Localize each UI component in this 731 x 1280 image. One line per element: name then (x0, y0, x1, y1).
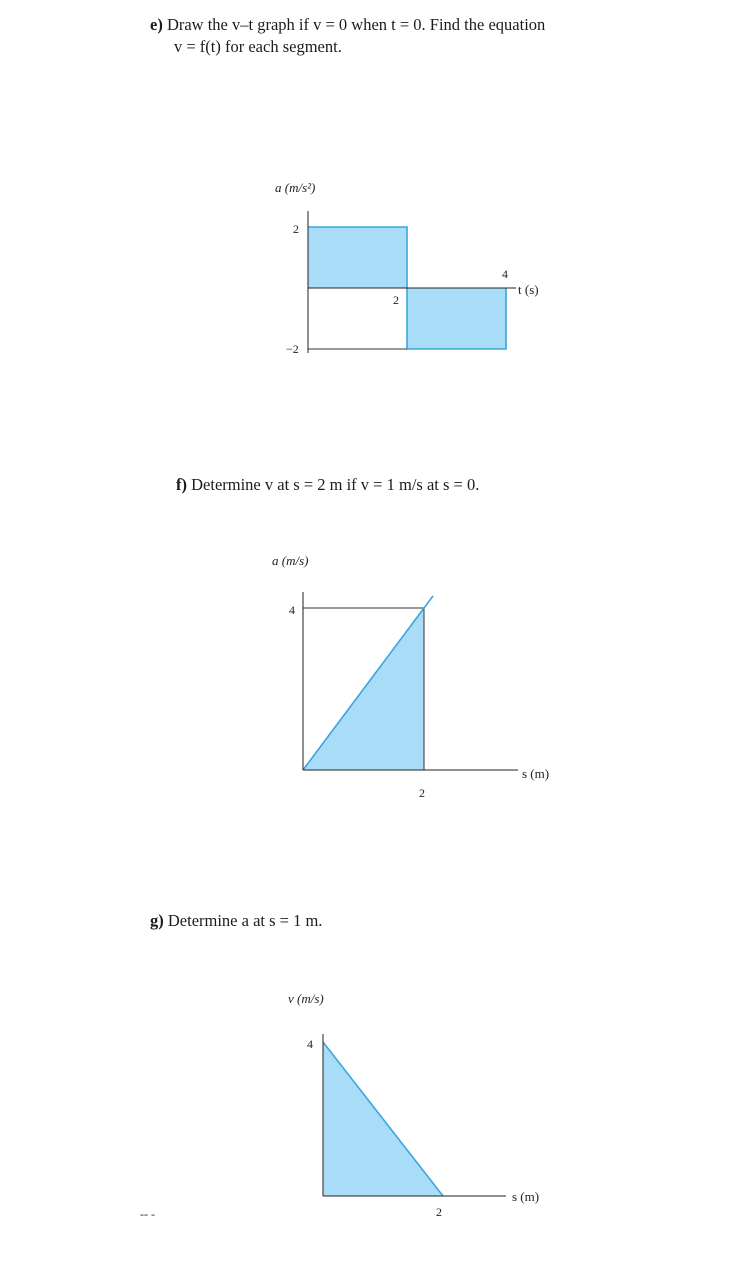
graph-e-tick-x-2: 2 (393, 293, 399, 307)
graph-f (272, 553, 549, 800)
scan-marks: ‐‐ ‐ (140, 1207, 155, 1221)
problem-e-label: e) (150, 15, 163, 34)
problem-e-line1: Draw the v–t graph if v = 0 when t = 0. Find the equation (166, 15, 546, 34)
graph-e-tick-x-4: 4 (502, 267, 508, 281)
problem-g-statement: Determine a at s = 1 m. (167, 911, 323, 930)
graph-e-positive-segment (308, 227, 407, 288)
graph-g-x-label: s (m) (512, 1189, 540, 1204)
graph-g (288, 991, 539, 1219)
problem-e-line2: v = f(t) for each segment. (174, 37, 342, 56)
graph-e-x-label: t (s) (518, 282, 539, 297)
problem-g-label: g) (150, 911, 164, 930)
graph-e-negative-segment (407, 288, 506, 349)
graph-g-tick-y-4: 4 (307, 1037, 313, 1051)
graph-f-y-label: a (m/s) (272, 553, 309, 568)
graph-e-y-label: a (m/s²) (275, 180, 316, 195)
graph-e-tick-y-2: 2 (293, 222, 299, 236)
graph-f-tick-x-2: 2 (419, 786, 425, 800)
graph-f-x-label: s (m) (522, 766, 550, 781)
problem-f-label: f) (176, 475, 187, 494)
problem-f-statement: Determine v at s = 2 m if v = 1 m/s at s = 0. (191, 475, 480, 494)
graph-g-tick-x-2: 2 (436, 1205, 442, 1219)
graph-e-tick-y-neg2: −2 (286, 342, 299, 356)
graph-g-y-label: v (m/s) (288, 991, 324, 1006)
graph-e (275, 180, 539, 356)
graph-f-tick-y-4: 4 (289, 603, 295, 617)
